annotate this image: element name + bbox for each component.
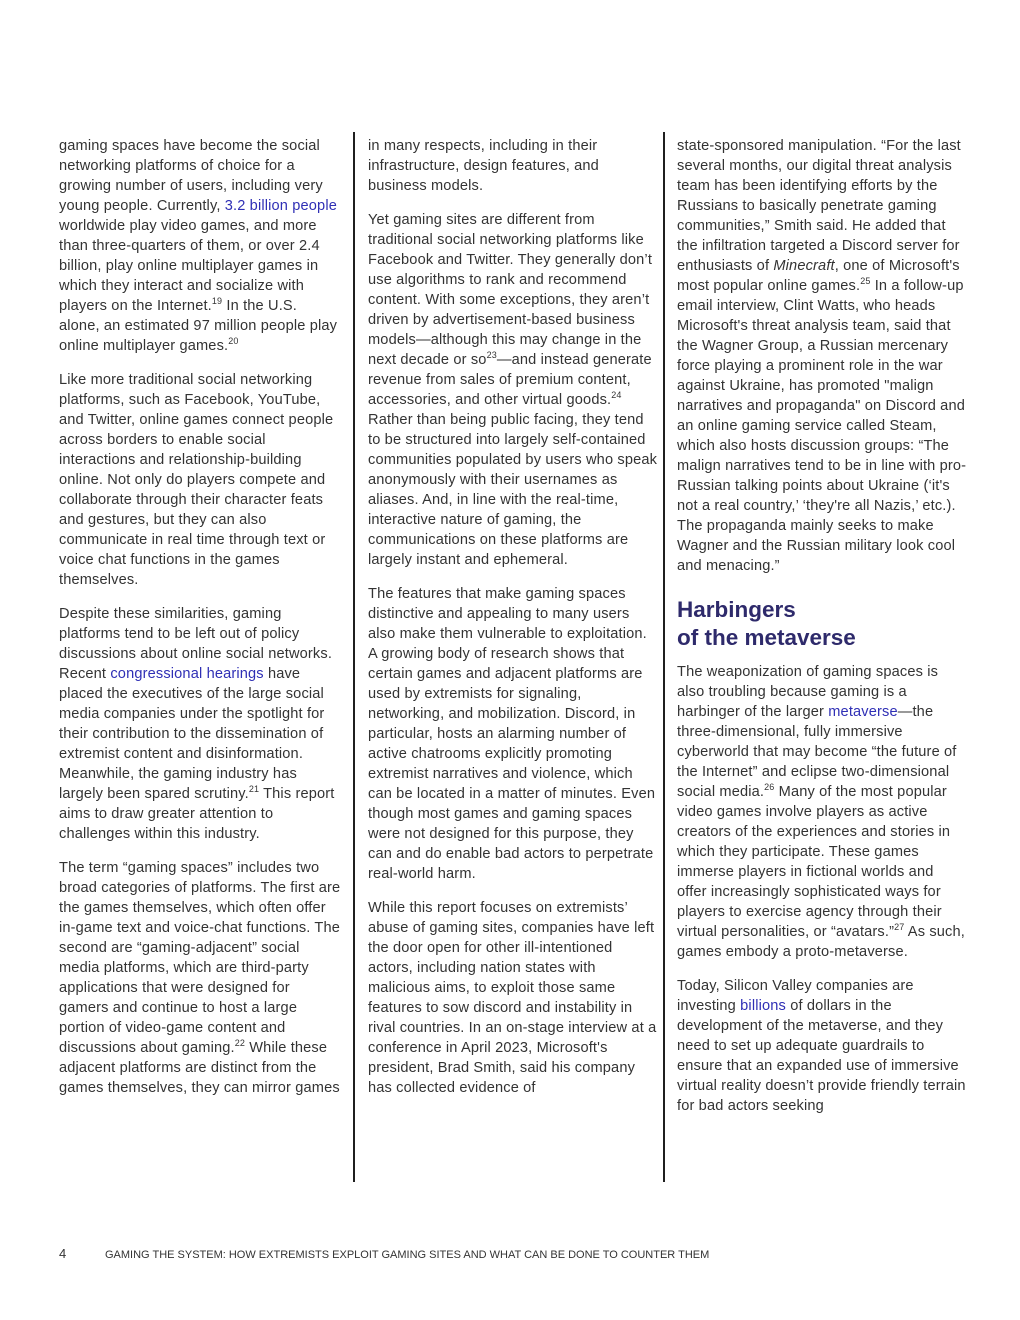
text-column-1 (59, 136, 341, 1112)
paragraph: While this report focuses on extremists’ abuse of gaming sites, companies have left the door open for other ill-intentioned actors, including nation states with malicious aims, to exploit those same features to sow discord and instability in rival countries. In an on-stage interview at a conference in April 2023, Microsoft's president, Brad Smith, said his company has collected evidence of (368, 900, 657, 1096)
paragraph: gaming spaces have become the social networking platforms of choice for a growing number of users, including very young people. Currently, 3.2 billion people worldwide play video games, and more than three-quarters of them, or over 2.4 billion, play online multiplayer games in which they interact and socialize with players on the Internet.$^{19}$ In the U.S. alone, an estimated 97 million people play online multiplayer games.$^{20}$ (59, 138, 338, 354)
page-footer (59, 1246, 709, 1261)
footnote-ref[interactable]: 25 (860, 276, 871, 286)
footnote-ref[interactable]: 21 (248, 784, 260, 794)
paragraph: Like more traditional social networking platforms, such as Facebook, YouTube, and Twitter, online games connect people across borders to enable social interactions and relationship-building online. Not only do players compete and collaborate through their character feats and gestures, but they can also communicate in real time through text or voice chat functions in the games themselves. (59, 372, 334, 588)
footnote-ref[interactable]: 24 (611, 390, 622, 400)
column-divider (353, 132, 355, 1182)
footnote-ref[interactable]: 27 (894, 922, 905, 932)
paragraph: Yet gaming sites are different from traditional social networking platforms like Facebook and Twitter. They generally don’t use algorithms to rank and recommend content. With some exceptions, they aren’t driven by advertisement-based business models—although this may change in the next decade or $so^{23}—and$ instead generate revenue from sales of premium content, accessories, and other virtual goods.$^{24}$ Rather than being public facing, they tend to be structured into largely self-contained communities populated by users who speak anonymously with their usernames as aliases. And, in line with the real-time, interactive nature of gaming, the communications on these platforms are largely instant and ephemeral. (368, 212, 658, 568)
paragraph: in many respects, including in their infrastructure, design features, and business models. (368, 138, 599, 194)
page-number: 4 (59, 1246, 67, 1261)
paragraph: state-sponsored manipulation. “For the last several months, our digital threat analysis team has been identifying efforts by the Russians to basically penetrate gaming communities,” Smith said. He added that the infiltration targeted a Discord server for enthusiasts of Minecraft, one of Microsoft's most popular online games.$^{25}$ In a follow-up email interview, Clint Watts, who heads Microsoft's threat analysis team, said that the Wagner Group, a Russian mercenary force playing a prominent role in the war against Ukraine, has promoted "malign narratives and propaganda" on Discord and an online gaming service called Steam, which also hosts discussion groups: “The malign narratives tend to be in line with pro-Russian talking points about Ukraine (‘it's not a real country,’ ‘they're all Nazis,’ etc.). The propaganda mainly seeks to make Wagner and the Russian military look cool and menacing.” (677, 138, 967, 574)
link-billions[interactable]: billions (740, 998, 786, 1014)
paragraph: Today, Silicon Valley companies are investing billions of dollars in the development of the metaverse, and they need to set up adequate guardrails to ensure that an expanded use of immersive virtual reality doesn’t provide friendly terrain for bad actors seeking (677, 978, 966, 1114)
footnote-ref[interactable]: 20 (228, 336, 239, 346)
text-column-2 (368, 136, 658, 1112)
running-title: GAMING THE SYSTEM: HOW EXTREMISTS EXPLOIT GAMING SITES AND WHAT CAN BE DONE TO COUNTER THEM (105, 1249, 710, 1261)
footnote-ref[interactable]: 26 (764, 782, 775, 792)
paragraph: The weaponization of gaming spaces is also troubling because gaming is a harbinger of the larger metaverse—the three-dimensional, fully immersive cyberworld that may become “the future of the Internet” and eclipse two-dimensional social media.$^{26}$ Many of the most popular video games involve players as active creators of the experiences and stories in which they participate. These games immerse players in fictional worlds and offer increasingly sophisticated ways for players to exercise agency through their virtual personalities, or “avatars.”$^{27}$ As such, games embody a proto-metaverse. (677, 664, 965, 960)
footnote-ref[interactable]: 23 (486, 350, 497, 360)
paragraph: Despite these similarities, gaming platforms tend to be left out of policy discussions about online social networks. Recent congressional hearings have placed the executives of the large social media companies under the spotlight for their contribution to the dissemination of extremist content and disinformation. Meanwhile, the gaming industry has largely been spared scrutiny.$^{21}$ This report aims to draw greater attention to challenges within this industry. (59, 606, 335, 842)
link-3-2-billion-people[interactable]: 3.2 billion people (224, 198, 337, 214)
link-congressional-hearings[interactable]: congressional hearings (110, 666, 264, 682)
link-metaverse[interactable]: metaverse (828, 704, 898, 720)
section-heading: Harbingers of the metaverse (677, 597, 856, 650)
text-column-3 (677, 136, 967, 1130)
column-divider (663, 132, 665, 1182)
footnote-ref[interactable]: 22 (234, 1038, 246, 1048)
paragraph: The term “gaming spaces” includes two broad categories of platforms. The first are the games themselves, which often offer in-game text and voice-chat functions. The second are “gaming-adjacent” social media platforms, which are third-party applications that were designed for gamers and continue to host a large portion of video-game content and discussions about gaming.$^{22}$ While these adjacent platforms are distinct from the games themselves, they can mirror games (59, 860, 341, 1096)
paragraph: The features that make gaming spaces distinctive and appealing to many users also make them vulnerable to exploitation. A growing body of research shows that certain games and adjacent platforms are used by extremists for signaling, networking, and mobilization. Discord, in particular, hosts an alarming number of active chatrooms explicitly promoting extremist narratives and violence, which can be located in a matter of minutes. Even though most games and gaming spaces were not designed for this purpose, they can and do enable bad actors to perpetrate real-world harm. (368, 586, 656, 882)
footnote-ref[interactable]: 19 (211, 296, 223, 306)
